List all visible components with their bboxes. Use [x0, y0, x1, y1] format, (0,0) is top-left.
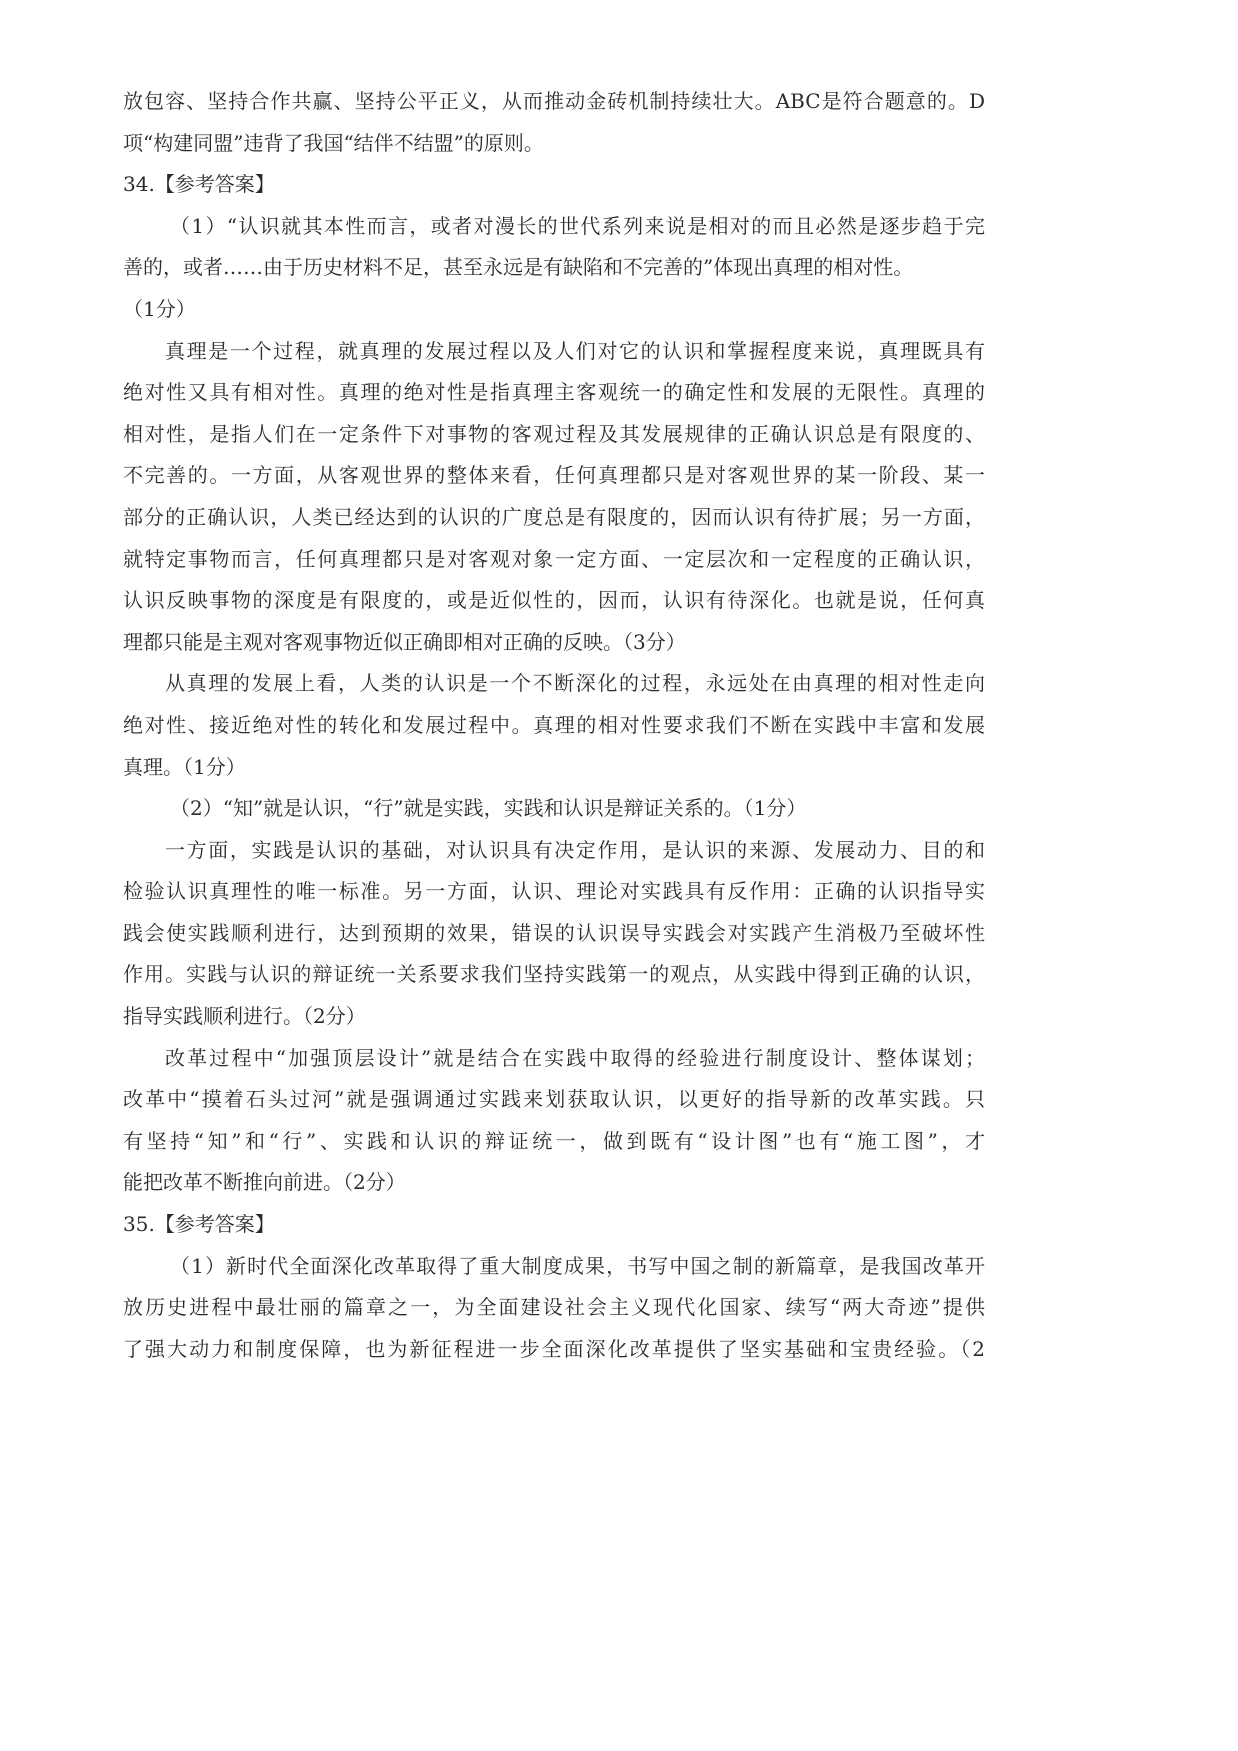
text-line: 放历史进程中最壮丽的篇章之一，为全面建设社会主义现代化国家、续写“两大奇迹”提供 — [123, 1295, 985, 1320]
text-line: 真理是一个过程，就真理的发展过程以及人们对它的认识和掌握程度来说，真理既具有 — [165, 338, 985, 363]
text-line: 一方面，实践是认识的基础，对认识具有决定作用，是认识的来源、发展动力、目的和 — [165, 837, 985, 862]
text-line: 绝对性、接近绝对性的转化和发展过程中。真理的相对性要求我们不断在实践中丰富和发展 — [123, 712, 985, 737]
answer-document — [123, 81, 985, 1370]
text-line: 践会使实践顺利进行，达到预期的效果，错误的认识误导实践会对实践产生消极乃至破坏性 — [123, 920, 985, 945]
text-line: 项“构建同盟”违背了我国“结伴不结盟”的原则。 — [123, 130, 544, 155]
text-line: 了强大动力和制度保障，也为新征程进一步全面深化改革提供了坚实基础和宝贵经验。（2 — [123, 1336, 985, 1361]
text-line: 绝对性又具有相对性。真理的绝对性是指真理主客观统一的确定性和发展的无限性。真理的 — [123, 380, 985, 405]
section-heading-34: 34.【参考答案】 — [123, 172, 275, 197]
text-line: 理都只能是主观对客观事物近似正确即相对正确的反映。（3分） — [123, 629, 686, 654]
text-line: 部分的正确认识，人类已经达到的认识的广度总是有限度的，因而认识有待扩展；另一方面， — [123, 504, 985, 529]
text-line: 不完善的。一方面，从客观世界的整体来看，任何真理都只是对客观世界的某一阶段、某一 — [123, 463, 985, 488]
text-line: 真理。（1分） — [123, 754, 246, 779]
text-line: 改革中“摸着石头过河”就是强调通过实践来划获取认识，以更好的指导新的改革实践。只 — [123, 1087, 985, 1112]
text-line: （1）新时代全面深化改革取得了重大制度成果，书写中国之制的新篇章，是我国改革开 — [170, 1253, 985, 1278]
text-line: 认识反映事物的深度是有限度的，或是近似性的，因而，认识有待深化。也就是说，任何真 — [123, 588, 985, 613]
text-line: 改革过程中“加强顶层设计”就是结合在实践中取得的经验进行制度设计、整体谋划； — [165, 1045, 985, 1070]
text-line: 作用。实践与认识的辩证统一关系要求我们坚持实践第一的观点，从实践中得到正确的认识， — [123, 962, 985, 987]
text-line: 检验认识真理性的唯一标准。另一方面，认识、理论对实践具有反作用：正确的认识指导实 — [123, 879, 985, 904]
text-line: 从真理的发展上看，人类的认识是一个不断深化的过程，永远处在由真理的相对性走向 — [165, 671, 985, 696]
text-line: （2）“知”就是认识，“行”就是实践，实践和认识是辩证关系的。（1分） — [170, 796, 807, 821]
text-line: 有坚持“知”和“行”、实践和认识的辩证统一，做到既有“设计图”也有“施工图”，才 — [123, 1128, 985, 1153]
text-line: 相对性，是指人们在一定条件下对事物的客观过程及其发展规律的正确认识总是有限度的、 — [123, 421, 985, 446]
text-line: （1）“认识就其本性而言，或者对漫长的世代系列来说是相对的而且必然是逐步趋于完 — [170, 213, 985, 238]
text-line: 就特定事物而言，任何真理都只是对客观对象一定方面、一定层次和一定程度的正确认识， — [123, 546, 985, 571]
text-line: 放包容、坚持合作共赢、坚持公平正义，从而推动金砖机制持续壮大。ABC是符合题意的。D — [123, 89, 985, 113]
section-heading-35: 35.【参考答案】 — [123, 1212, 275, 1237]
text-line: 能把改革不断推向前进。（2分） — [123, 1170, 406, 1195]
text-line: 善的，或者……由于历史材料不足，甚至永远是有缺陷和不完善的”体现出真理的相对性。 — [123, 255, 914, 280]
text-line: 指导实践顺利进行。（2分） — [123, 1004, 366, 1029]
score-note: （1分） — [123, 296, 196, 321]
